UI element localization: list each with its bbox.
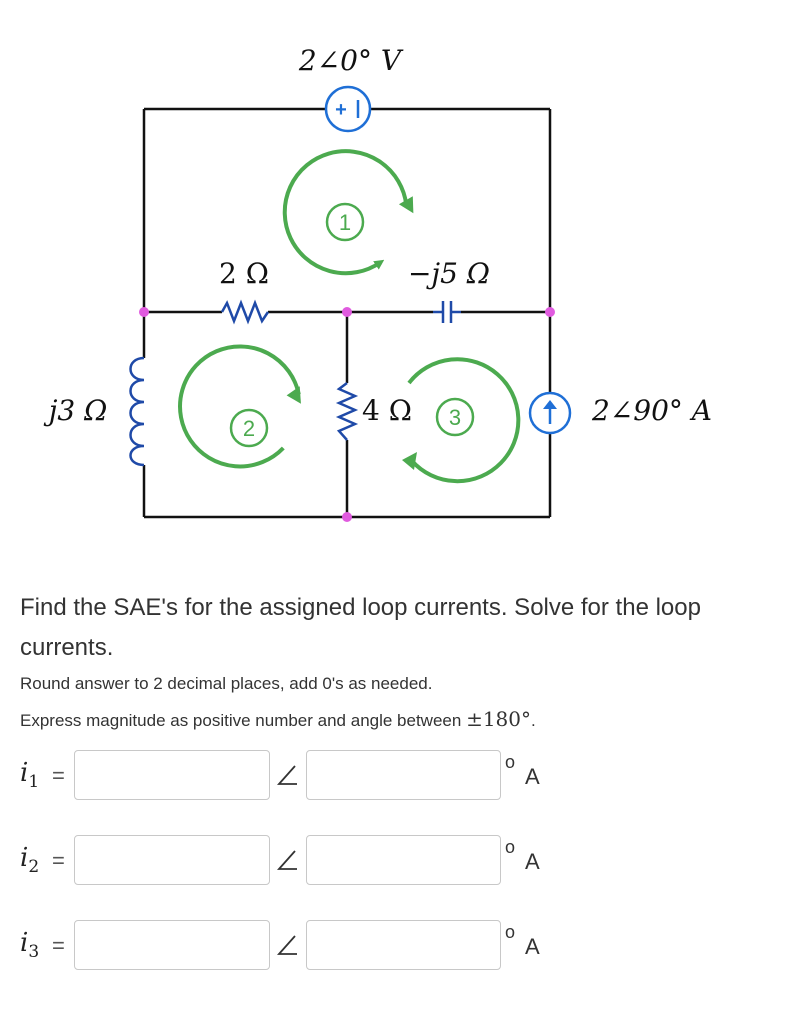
i1-magnitude-input[interactable]	[74, 750, 270, 800]
rounding-note: Round answer to 2 decimal places, add 0's as needed.	[20, 674, 433, 693]
resistor-4-ohm-label: 4 Ω	[362, 394, 412, 427]
angle-range-note	[20, 707, 536, 731]
loop-2-arrow	[180, 346, 308, 466]
resistor-2-ohm-label: 2 Ω	[219, 257, 269, 290]
angle-range-note-text: Express magnitude as positive number and angle between	[20, 711, 467, 730]
angle-icon	[275, 848, 299, 872]
variable-i2: $i_2$	[20, 843, 40, 878]
angle-range-note-end: .	[531, 711, 536, 730]
equals-sign: =	[52, 848, 65, 873]
i1-angle-input[interactable]	[306, 750, 501, 800]
degree-symbol: o	[505, 837, 516, 857]
equals-sign: =	[52, 763, 65, 788]
voltage-source-label: 2∠0° V	[298, 44, 402, 77]
unit-label: A	[525, 764, 540, 789]
variable-i1: $i_1$	[20, 758, 40, 793]
i3-magnitude-input[interactable]	[74, 920, 270, 970]
angle-range-math: ±180°	[466, 707, 531, 731]
current-source	[530, 393, 570, 433]
resistor-2-ohm	[222, 303, 268, 321]
voltage-source	[326, 87, 370, 131]
unit-label: A	[525, 849, 540, 874]
resistor-4-ohm	[339, 383, 355, 440]
i2-angle-field[interactable]	[307, 836, 500, 884]
loop-2-label: 2	[242, 416, 256, 441]
svg-text:+: +	[335, 99, 347, 121]
capacitor	[433, 301, 461, 323]
inductor-label: j3 Ω	[48, 394, 108, 427]
loop-3-label: 3	[448, 405, 462, 430]
question-prompt: Find the SAE's for the assigned loop currents. Solve for the loop currents.	[20, 594, 701, 661]
capacitor-label: −j5 Ω	[407, 257, 491, 290]
i3-angle-field[interactable]	[307, 921, 500, 969]
i2-magnitude-field[interactable]	[75, 836, 269, 884]
answer-row-i1	[0, 750, 811, 804]
i2-angle-input[interactable]	[306, 835, 501, 885]
i3-magnitude-field[interactable]	[75, 921, 269, 969]
i1-magnitude-field[interactable]	[75, 751, 269, 799]
i2-magnitude-input[interactable]	[74, 835, 270, 885]
degree-symbol: o	[505, 752, 516, 772]
answer-row-i3	[0, 920, 811, 974]
angle-icon	[275, 933, 299, 957]
inductor	[131, 358, 145, 465]
variable-i3: $i_3$	[20, 928, 40, 963]
degree-symbol: o	[505, 922, 516, 942]
unit-label: A	[525, 934, 540, 959]
answer-row-i2	[0, 835, 811, 889]
i1-angle-field[interactable]	[307, 751, 500, 799]
equals-sign: =	[52, 933, 65, 958]
i3-angle-input[interactable]	[306, 920, 501, 970]
current-source-label: 2∠90° A	[591, 394, 713, 427]
loop-1-label: 1	[338, 210, 352, 235]
angle-icon	[275, 763, 299, 787]
